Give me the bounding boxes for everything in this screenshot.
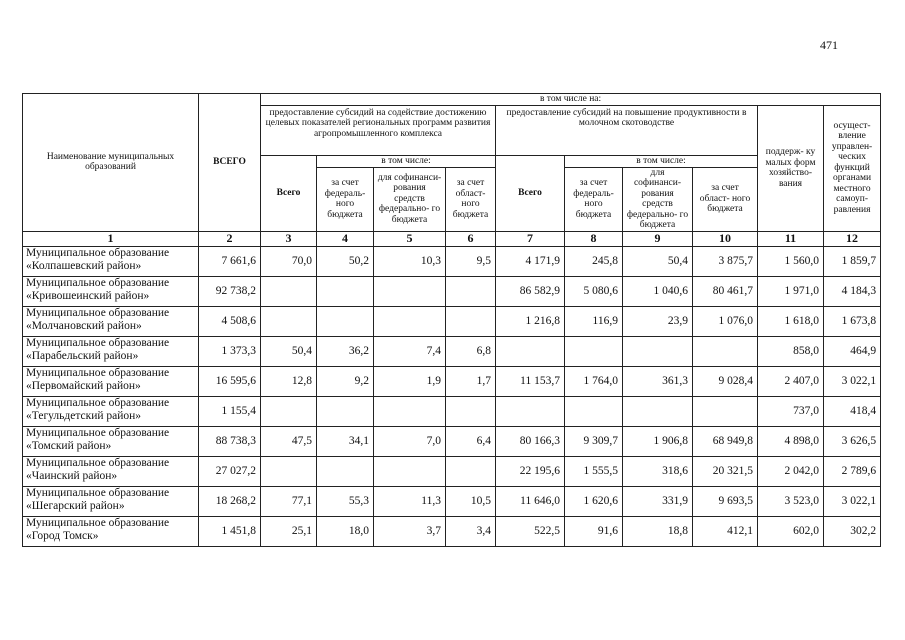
value-cell-col-4: 34,1: [317, 426, 374, 456]
value-cell-col-6: 9,5: [446, 246, 496, 276]
value-cell-col-11: 1 971,0: [758, 276, 824, 306]
value-cell-col-12: 418,4: [824, 396, 881, 426]
column-number: 6: [446, 231, 496, 246]
municipality-name: [23, 516, 199, 546]
header-dairy-total: Всего: [496, 155, 565, 231]
municipality-name-line2: «Парабельский район»: [26, 349, 139, 362]
value-cell-col-4: [317, 396, 374, 426]
subsidy-table: [22, 93, 881, 547]
value-cell-col-10: 80 461,7: [693, 276, 758, 306]
value-cell-col-11: 3 523,0: [758, 486, 824, 516]
value-cell-col-12: 302,2: [824, 516, 881, 546]
value-cell-col-6: [446, 276, 496, 306]
column-number: 4: [317, 231, 374, 246]
value-cell-col-6: 6,4: [446, 426, 496, 456]
value-cell-col-8: 9 309,7: [565, 426, 623, 456]
value-cell-col-8: 5 080,6: [565, 276, 623, 306]
value-cell-col-10: 3 875,7: [693, 246, 758, 276]
value-cell-col-5: 3,7: [374, 516, 446, 546]
column-number: 7: [496, 231, 565, 246]
value-cell-col-3: [261, 306, 317, 336]
value-cell-col-12: 1 673,8: [824, 306, 881, 336]
header-dairy-including: в том числе:: [565, 155, 758, 167]
header-agro-total: Всего: [261, 155, 317, 231]
header-agro-regional: за счет област- ного бюджета: [446, 167, 496, 231]
municipality-name: [23, 336, 199, 366]
value-cell-col-7: 1 216,8: [496, 306, 565, 336]
value-cell-col-10: 9 028,4: [693, 366, 758, 396]
value-cell-col-2: 92 738,2: [199, 276, 261, 306]
value-cell-col-8: 116,9: [565, 306, 623, 336]
municipality-name: [23, 246, 199, 276]
value-cell-col-7: 11 646,0: [496, 486, 565, 516]
value-cell-col-3: 12,8: [261, 366, 317, 396]
municipality-name-line1: Муниципальное образование: [26, 396, 170, 409]
value-cell-col-4: [317, 306, 374, 336]
value-cell-col-7: [496, 396, 565, 426]
table-body: [23, 246, 881, 546]
value-cell-col-12: 1 859,7: [824, 246, 881, 276]
value-cell-col-2: 1 373,3: [199, 336, 261, 366]
column-number: 5: [374, 231, 446, 246]
value-cell-col-3: [261, 276, 317, 306]
table-row: [23, 276, 881, 306]
value-cell-col-9: 18,8: [623, 516, 693, 546]
value-cell-col-2: 1 451,8: [199, 516, 261, 546]
value-cell-col-12: 3 022,1: [824, 366, 881, 396]
value-cell-col-2: 1 155,4: [199, 396, 261, 426]
value-cell-col-5: 1,9: [374, 366, 446, 396]
value-cell-col-3: 77,1: [261, 486, 317, 516]
value-cell-col-9: 361,3: [623, 366, 693, 396]
table-row: [23, 516, 881, 546]
value-cell-col-7: 22 195,6: [496, 456, 565, 486]
value-cell-col-6: 3,4: [446, 516, 496, 546]
municipality-name-line1: Муниципальное образование: [26, 426, 170, 439]
value-cell-col-6: 1,7: [446, 366, 496, 396]
municipality-name-line1: Муниципальное образование: [26, 516, 170, 529]
column-number: 1: [23, 231, 199, 246]
value-cell-col-6: 6,8: [446, 336, 496, 366]
value-cell-col-10: [693, 336, 758, 366]
value-cell-col-10: 68 949,8: [693, 426, 758, 456]
value-cell-col-6: [446, 396, 496, 426]
header-including: в том числе на:: [261, 94, 881, 106]
value-cell-col-9: 50,4: [623, 246, 693, 276]
value-cell-col-10: 1 076,0: [693, 306, 758, 336]
value-cell-col-12: 2 789,6: [824, 456, 881, 486]
value-cell-col-12: 464,9: [824, 336, 881, 366]
value-cell-col-2: 27 027,2: [199, 456, 261, 486]
value-cell-col-5: [374, 306, 446, 336]
municipality-name-line2: «Томский район»: [26, 439, 112, 452]
value-cell-col-7: [496, 336, 565, 366]
header-management: осущест- вление управлен- ческих функций органами местного самоуп- равления: [824, 105, 881, 231]
column-number: 12: [824, 231, 881, 246]
value-cell-col-2: 4 508,6: [199, 306, 261, 336]
value-cell-col-7: 80 166,3: [496, 426, 565, 456]
value-cell-col-6: [446, 456, 496, 486]
value-cell-col-8: 245,8: [565, 246, 623, 276]
value-cell-col-10: 20 321,5: [693, 456, 758, 486]
value-cell-col-5: [374, 396, 446, 426]
municipality-name: [23, 396, 199, 426]
header-group-dairy: предоставление субсидий на повышение продуктивности в молочном скотоводстве: [496, 105, 758, 155]
value-cell-col-9: 1 040,6: [623, 276, 693, 306]
value-cell-col-4: 18,0: [317, 516, 374, 546]
municipality-name: [23, 486, 199, 516]
value-cell-col-9: 1 906,8: [623, 426, 693, 456]
column-number: 10: [693, 231, 758, 246]
municipality-name: [23, 366, 199, 396]
value-cell-col-7: 4 171,9: [496, 246, 565, 276]
table-row: [23, 426, 881, 456]
value-cell-col-3: 25,1: [261, 516, 317, 546]
municipality-name-line1: Муниципальное образование: [26, 366, 170, 379]
value-cell-col-8: [565, 336, 623, 366]
municipality-name: [23, 456, 199, 486]
value-cell-col-2: 18 268,2: [199, 486, 261, 516]
header-small-farms: поддерж- ку малых форм хозяйство- вания: [758, 105, 824, 231]
value-cell-col-5: 7,0: [374, 426, 446, 456]
municipality-name-line2: «Колпашевский район»: [26, 259, 142, 272]
value-cell-col-3: 50,4: [261, 336, 317, 366]
value-cell-col-7: 522,5: [496, 516, 565, 546]
value-cell-col-12: 3 626,5: [824, 426, 881, 456]
value-cell-col-7: 11 153,7: [496, 366, 565, 396]
header-dairy-federal: за счет федераль- ного бюджета: [565, 167, 623, 231]
municipality-name-line1: Муниципальное образование: [26, 276, 170, 289]
value-cell-col-11: 858,0: [758, 336, 824, 366]
header-agro-federal: за счет федераль- ного бюджета: [317, 167, 374, 231]
municipality-name: [23, 276, 199, 306]
value-cell-col-9: 23,9: [623, 306, 693, 336]
municipality-name-line2: «Чаинский район»: [26, 469, 118, 482]
municipality-name-line2: «Молчановский район»: [26, 319, 142, 332]
table-row: [23, 366, 881, 396]
value-cell-col-11: 2 407,0: [758, 366, 824, 396]
value-cell-col-9: 318,6: [623, 456, 693, 486]
value-cell-col-6: 10,5: [446, 486, 496, 516]
table-row: [23, 336, 881, 366]
value-cell-col-11: 4 898,0: [758, 426, 824, 456]
municipality-name-line1: Муниципальное образование: [26, 456, 170, 469]
value-cell-col-8: [565, 396, 623, 426]
municipality-name-line1: Муниципальное образование: [26, 336, 170, 349]
value-cell-col-4: 50,2: [317, 246, 374, 276]
municipality-name: [23, 426, 199, 456]
municipality-name-line2: «Тегульдетский район»: [26, 409, 142, 422]
table-row: [23, 486, 881, 516]
value-cell-col-4: 9,2: [317, 366, 374, 396]
value-cell-col-8: 91,6: [565, 516, 623, 546]
header-agro-cofinancing: для софинанси- рования средств федерально- го бюджета: [374, 167, 446, 231]
value-cell-col-9: [623, 396, 693, 426]
value-cell-col-4: 36,2: [317, 336, 374, 366]
column-number: 11: [758, 231, 824, 246]
table-row: [23, 306, 881, 336]
table-row: [23, 246, 881, 276]
header-name-column: Наименование муниципальных образований: [23, 94, 199, 232]
value-cell-col-11: 1 560,0: [758, 246, 824, 276]
value-cell-col-10: 412,1: [693, 516, 758, 546]
value-cell-col-5: [374, 276, 446, 306]
header-total: ВСЕГО: [199, 94, 261, 232]
value-cell-col-3: 47,5: [261, 426, 317, 456]
value-cell-col-4: [317, 276, 374, 306]
value-cell-col-8: 1 620,6: [565, 486, 623, 516]
value-cell-col-11: 1 618,0: [758, 306, 824, 336]
value-cell-col-4: 55,3: [317, 486, 374, 516]
value-cell-col-5: [374, 456, 446, 486]
column-number: 8: [565, 231, 623, 246]
value-cell-col-12: 4 184,3: [824, 276, 881, 306]
value-cell-col-9: [623, 336, 693, 366]
municipality-name-line1: Муниципальное образование: [26, 306, 170, 319]
header-dairy-regional: за счет област- ного бюджета: [693, 167, 758, 231]
header-agro-including: в том числе:: [317, 155, 496, 167]
municipality-name-line1: Муниципальное образование: [26, 246, 170, 259]
municipality-name: [23, 306, 199, 336]
value-cell-col-11: 2 042,0: [758, 456, 824, 486]
value-cell-col-11: 602,0: [758, 516, 824, 546]
municipality-name-line1: Муниципальное образование: [26, 486, 170, 499]
value-cell-col-3: [261, 396, 317, 426]
municipality-name-line2: «Город Томск»: [26, 529, 99, 542]
value-cell-col-8: 1 764,0: [565, 366, 623, 396]
value-cell-col-3: [261, 456, 317, 486]
value-cell-col-2: 16 595,6: [199, 366, 261, 396]
page-number: 471: [820, 38, 838, 52]
column-number: 2: [199, 231, 261, 246]
header-group-agro: предоставление субсидий на содействие достижению целевых показателей региональных программ развития агропромышленного комплекса: [261, 105, 496, 155]
header-dairy-cofinancing: для софинанси- рования средств федерально- го бюджета: [623, 167, 693, 231]
value-cell-col-6: [446, 306, 496, 336]
value-cell-col-5: 11,3: [374, 486, 446, 516]
value-cell-col-12: 3 022,1: [824, 486, 881, 516]
table-row: [23, 396, 881, 426]
value-cell-col-3: 70,0: [261, 246, 317, 276]
value-cell-col-11: 737,0: [758, 396, 824, 426]
value-cell-col-5: 10,3: [374, 246, 446, 276]
table-row: [23, 456, 881, 486]
municipality-name-line2: «Кривошеинский район»: [26, 289, 150, 302]
value-cell-col-10: 9 693,5: [693, 486, 758, 516]
column-number: 3: [261, 231, 317, 246]
value-cell-col-2: 7 661,6: [199, 246, 261, 276]
value-cell-col-4: [317, 456, 374, 486]
column-number: 9: [623, 231, 693, 246]
value-cell-col-8: 1 555,5: [565, 456, 623, 486]
value-cell-col-10: [693, 396, 758, 426]
municipality-name-line2: «Первомайский район»: [26, 379, 141, 392]
value-cell-col-2: 88 738,3: [199, 426, 261, 456]
value-cell-col-7: 86 582,9: [496, 276, 565, 306]
value-cell-col-9: 331,9: [623, 486, 693, 516]
value-cell-col-5: 7,4: [374, 336, 446, 366]
municipality-name-line2: «Шегарский район»: [26, 499, 125, 512]
